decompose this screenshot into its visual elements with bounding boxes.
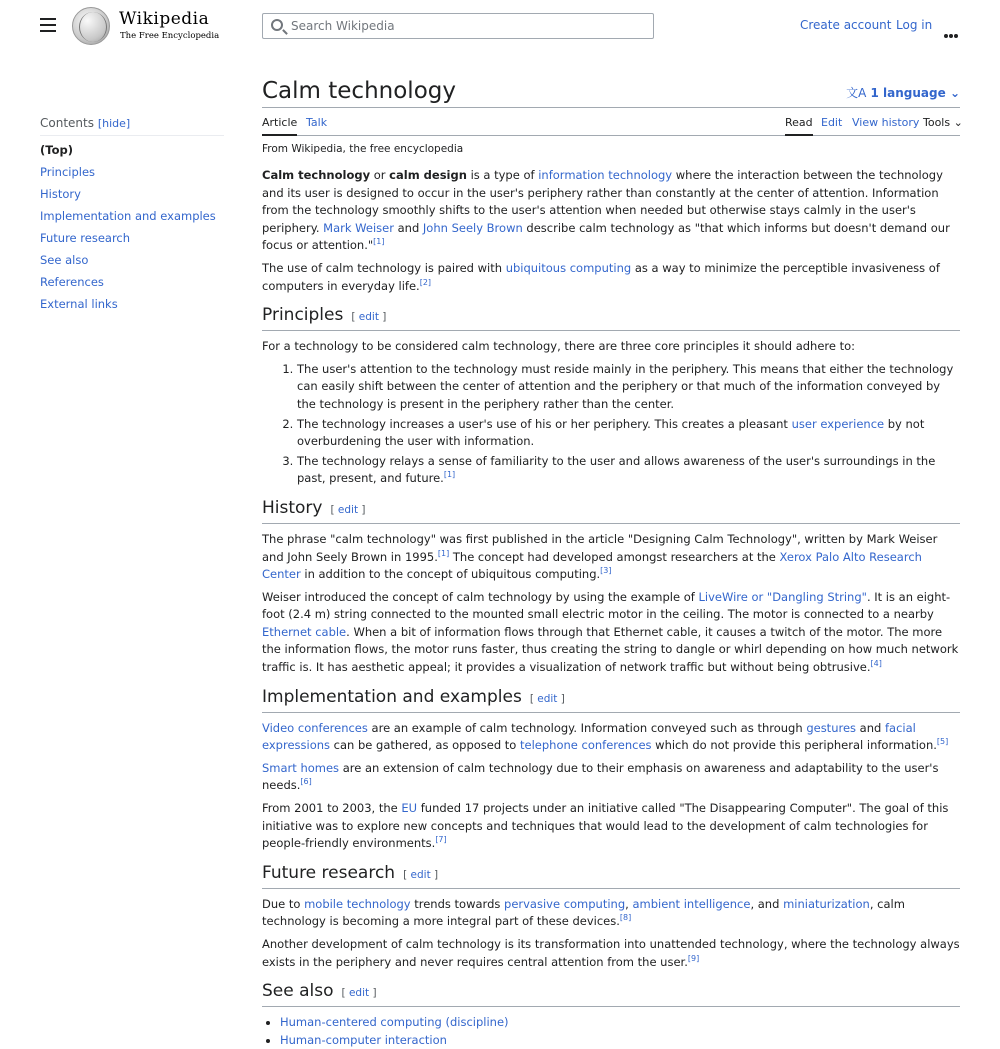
- link-ubiquitous-computing[interactable]: ubiquitous computing: [505, 260, 632, 275]
- list-item: 1. The user's attention to the technology must reside mainly in the periphery. This means that either the technology can easily shift between the center of attention and the periphery or that much of the information conveyed by the technology is present in the periphery rather than the center.: [297, 361, 960, 414]
- more-options-icon[interactable]: [944, 23, 960, 27]
- link-pervasive-computing[interactable]: pervasive computing: [504, 896, 626, 911]
- table-of-contents: [40, 116, 224, 318]
- link-john-seely-brown[interactable]: John Seely Brown: [422, 220, 523, 235]
- principles-list: [297, 361, 960, 488]
- citation[interactable]: [2]: [419, 277, 432, 287]
- site-header: [0, 0, 1000, 52]
- main-menu-icon[interactable]: [40, 18, 56, 32]
- language-button[interactable]: [846, 84, 960, 101]
- toc-header: [40, 116, 224, 136]
- citation[interactable]: [3]: [600, 566, 612, 576]
- toc-item-see-also[interactable]: See also: [40, 253, 89, 267]
- search-icon: [271, 19, 283, 31]
- link-information-technology[interactable]: information technology: [538, 168, 673, 182]
- translate-icon: 文A: [846, 86, 867, 100]
- citation[interactable]: [4]: [870, 659, 882, 669]
- citation[interactable]: [7]: [435, 835, 447, 845]
- toc-hide-button[interactable]: [hide]: [97, 117, 131, 130]
- edit-section-see-also[interactable]: [ edit ]: [341, 987, 377, 1000]
- edit-section-future-research[interactable]: [ edit ]: [403, 868, 439, 881]
- tools-menu[interactable]: Tools ⌄: [923, 116, 963, 129]
- chevron-down-icon: ⌄: [949, 86, 960, 100]
- intro-paragraph-1: Calm technology or calm design is a type of information technology where the interaction between the technology and its user is designed to occur in the user's periphery rather than constantly at the center of attention. Information from the technology smoothly shifts to the user's attention when needed but otherwise stays calmly in the user's periphery. Mark Weiser and John Seely Brown describe calm technology as "that which informs but doesn't demand our focus or attention."[1]: [262, 168, 950, 253]
- page-tabs: [262, 108, 963, 136]
- citation[interactable]: [8]: [619, 913, 632, 923]
- tab-edit[interactable]: Edit: [821, 116, 843, 129]
- intro-paragraph-2: The use of calm technology is paired with ubiquitous computing as a way to minimize the perceptible invasiveness of computers in everyday life.[2]: [262, 260, 940, 293]
- future-paragraph-2: Another development of calm technology is its transformation into unattended technology, where the technology always exists in the periphery and never requires central attention from the user.[9]: [262, 937, 960, 969]
- page-title: Calm technology: [262, 78, 456, 104]
- tab-article[interactable]: Article: [262, 116, 297, 136]
- tab-talk[interactable]: Talk: [306, 116, 328, 129]
- tab-read[interactable]: Read: [785, 116, 813, 136]
- heading-implementation: Implementation and examples [ edit ]: [262, 686, 960, 713]
- list-item: [280, 1032, 960, 1049]
- tab-view-history[interactable]: View history: [852, 116, 920, 129]
- link-mobile-technology[interactable]: mobile technology: [304, 896, 411, 911]
- see-also-list: [280, 1014, 960, 1049]
- link-video-conferences[interactable]: Video conferences: [262, 720, 368, 735]
- toc-item-top[interactable]: (Top): [40, 143, 73, 157]
- log-in-link[interactable]: Log in: [896, 18, 933, 32]
- list-item: 3. The technology relays a sense of familiarity to the user and allows awareness of the user's surroundings in the past, present, and future.[1]: [297, 453, 960, 488]
- main-content: [262, 74, 963, 1049]
- wikipedia-logo[interactable]: [72, 7, 220, 45]
- citation[interactable]: [1]: [373, 237, 385, 247]
- link-user-experience[interactable]: user experience: [791, 416, 885, 431]
- toc-item-future-research[interactable]: Future research: [40, 231, 131, 245]
- link-xerox-parc[interactable]: Xerox Palo Alto Research Center: [262, 549, 922, 582]
- search-box[interactable]: [262, 13, 654, 39]
- edit-section-principles[interactable]: [ edit ]: [351, 311, 387, 324]
- toc-item-history[interactable]: History: [40, 187, 81, 201]
- site-tagline: The Free Encyclopedia: [120, 31, 220, 41]
- link-miniaturization[interactable]: miniaturization: [783, 896, 870, 911]
- toc-item-implementation[interactable]: Implementation and examples: [40, 209, 216, 223]
- link-telephone-conferences[interactable]: telephone conferences: [520, 738, 652, 753]
- chevron-down-icon: ⌄: [953, 116, 963, 129]
- list-item: 2. The technology increases a user's use of his or her periphery. This creates a pleasant user experience by not overburdening the user with information.: [297, 416, 960, 451]
- language-count: 1 language: [870, 86, 946, 100]
- heading-history: History [ edit ]: [262, 497, 960, 524]
- edit-section-history[interactable]: [ edit ]: [330, 503, 366, 516]
- citation[interactable]: [9]: [687, 953, 700, 963]
- history-paragraph-1: The phrase "calm technology" was first published in the article "Designing Calm Technology", written by Mark Weiser and John Seely Brown in 1995.[1] The concept had developed amongst researchers at the Xerox Palo Alto Research Center in addition to the concept of ubiquitous computing.[3]: [262, 531, 938, 582]
- from-wikipedia-line: From Wikipedia, the free encyclopedia: [262, 143, 464, 155]
- link-ethernet-cable[interactable]: Ethernet cable: [262, 624, 347, 639]
- create-account-link[interactable]: Create account: [800, 18, 892, 32]
- link-livewire[interactable]: LiveWire or "Dangling String": [698, 589, 867, 604]
- link-gestures[interactable]: gestures: [806, 720, 857, 735]
- list-item: [280, 1014, 960, 1032]
- citation[interactable]: [6]: [300, 777, 312, 787]
- heading-future-research: Future research [ edit ]: [262, 862, 960, 889]
- toc-item-references[interactable]: References: [40, 275, 104, 289]
- link-smart-homes[interactable]: Smart homes: [262, 760, 340, 775]
- link-facial-expressions[interactable]: facial expressions: [262, 720, 916, 753]
- link-human-centered-computing[interactable]: Human-centered computing (discipline): [280, 1015, 509, 1030]
- implementation-paragraph-1: Video conferences are an example of calm technology. Information conveyed such as through gestures and facial expressions can be gathered, as opposed to telephone conferences which do not provide this peripheral information.[5]: [262, 720, 949, 753]
- link-mark-weiser[interactable]: Mark Weiser: [323, 220, 394, 235]
- title-row: [262, 74, 960, 108]
- history-paragraph-2: Weiser introduced the concept of calm technology by using the example of LiveWire or "Dangling String". It is an eight-foot (2.4 m) string connected to the mounted small electric motor in the ceiling. The motor is connected to a nearby Ethernet cable. When a bit of information flows through that Ethernet cable, it causes a twitch of the motor. The more the information flows, the motor runs faster, thus creating the string to dangle or whirl depending on how much network traffic is. It has aesthetic appeal; it provides a visualization of network traffic but without being obtrusive.[4]: [262, 589, 959, 675]
- toc-title: Contents: [40, 116, 94, 130]
- implementation-paragraph-3: From 2001 to 2003, the EU funded 17 projects under an initiative called "The Disappearing Computer". The goal of this initiative was to explore new concepts and techniques that would lead to the development of calm technologies for people-friendly environments.[7]: [262, 801, 949, 851]
- heading-principles: Principles [ edit ]: [262, 304, 960, 331]
- future-paragraph-1: Due to mobile technology trends towards pervasive computing, ambient intelligence, and miniaturization, calm technology is becoming a more integral part of these devices.[8]: [262, 896, 905, 929]
- link-human-computer-interaction[interactable]: Human-computer interaction: [280, 1032, 447, 1047]
- link-eu[interactable]: EU: [401, 801, 418, 816]
- heading-see-also: See also [ edit ]: [262, 980, 960, 1007]
- citation[interactable]: [5]: [936, 737, 949, 747]
- link-ambient-intelligence[interactable]: ambient intelligence: [632, 896, 751, 911]
- article-body: [262, 167, 960, 1049]
- toc-item-external-links[interactable]: External links: [40, 297, 118, 311]
- implementation-paragraph-2: Smart homes are an extension of calm technology due to their emphasis on awareness and adaptability to the user's needs.[6]: [262, 760, 939, 793]
- edit-section-implementation[interactable]: [ edit ]: [529, 692, 565, 705]
- toc-item-principles[interactable]: Principles: [40, 165, 96, 179]
- site-wordmark: Wikipedia: [119, 9, 210, 29]
- principles-lead: For a technology to be considered calm technology, there are three core principles it should adhere to:: [262, 339, 856, 354]
- citation[interactable]: [1]: [437, 548, 450, 558]
- citation[interactable]: [1]: [443, 470, 456, 480]
- wikipedia-globe-icon: [72, 7, 110, 45]
- search-input[interactable]: [291, 17, 646, 35]
